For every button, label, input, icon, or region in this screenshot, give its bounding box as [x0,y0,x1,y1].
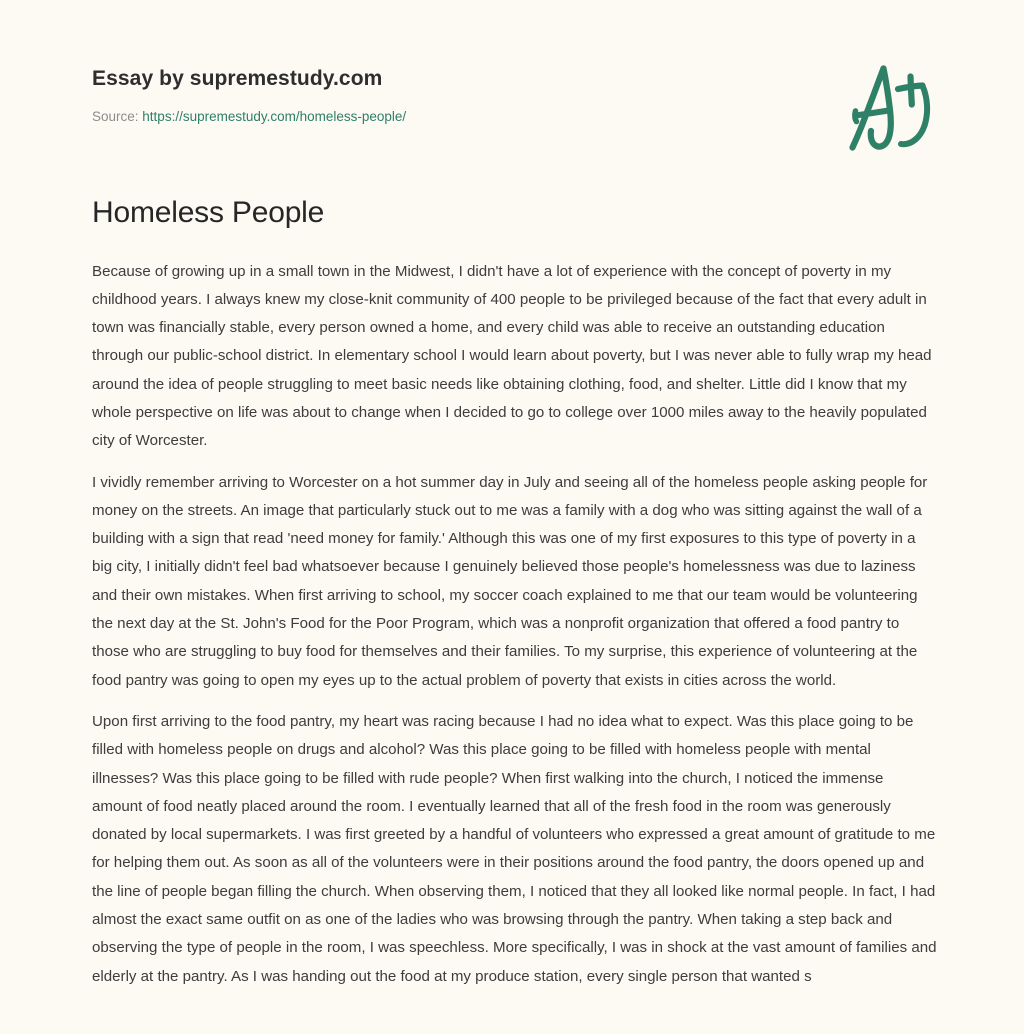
source-line [92,109,932,125]
source-link[interactable]: https://supremestudy.com/homeless-people/ [142,109,407,125]
paragraph: Because of growing up in a small town in the Midwest, I didn't have a lot of experience with the concept of poverty in my childhood years. I always knew my close-knit community of 400 people to be privileged because of the fact that every adult in town was financially stable, every person owned a home, and every child was able to receive an outstanding education through our public-school district. In elementary school I would learn about poverty, but I was never able to fully wrap my head around the idea of people struggling to meet basic needs like obtaining clothing, food, and shelter. Little did I know that my whole perspective on life was about to change when I decided to go to college over 1000 miles away to the heavily populated city of Worcester. [92,262,932,450]
byline: Essay by supremestudy.com [92,67,383,90]
paragraph: Upon first arriving to the food pantry, my heart was racing because I had no idea what to expect. Was this place going to be filled with homeless people on drugs and alcohol? Was this place going to be filled with homeless people with mental illnesses? Was this place going to be filled with rude people? When first walking into the church, I noticed the immense amount of food neatly placed around the room. I eventually learned that all of the fresh food in the room was generously donated by local supermarkets. I was first greeted by a handful of volunteers who expressed a great amount of gratitude to me for helping them out. As soon as all of the volunteers were in their positions around the food pantry, the doors opened up and the line of people began filling the church. When observing them, I noticed that they all looked like normal people. In fact, I had almost the exact same outfit on as one of the ladies who was browsing through the pantry. When taking a step back and observing the type of people in the room, I was speechless. More specifically, I was in shock at the vast amount of families and elderly at the pantry. As I was handing out the food at my produce station, every single person that wanted s [92,712,937,985]
a-plus-logo-icon [830,52,942,164]
page-title: Homeless People [92,196,325,229]
article [92,196,937,991]
document-header [92,0,932,125]
paragraph: I vividly remember arriving to Worcester on a hot summer day in July and seeing all of the homeless people asking people for money on the streets. An image that particularly stuck out to me was a family with a dog who was sitting against the wall of a building with a sign that read 'need money for family.' Although this was one of my first exposures to this type of poverty in a big city, I initially didn't feel bad whatsoever because I genuinely believed those people's homelessness was due to laziness and their own mistakes. When first arriving to school, my soccer coach explained to me that our team would be volunteering the next day at the St. John's Food for the Poor Program, which was a nonprofit organization that offered a food pantry to those who are struggling to buy food for themselves and their families. To my surprise, this experience of volunteering at the food pantry was going to open my eyes up to the actual problem of poverty that exists in cities across the world. [92,473,928,689]
article-body [92,258,937,991]
source-label: Source: [92,109,139,125]
